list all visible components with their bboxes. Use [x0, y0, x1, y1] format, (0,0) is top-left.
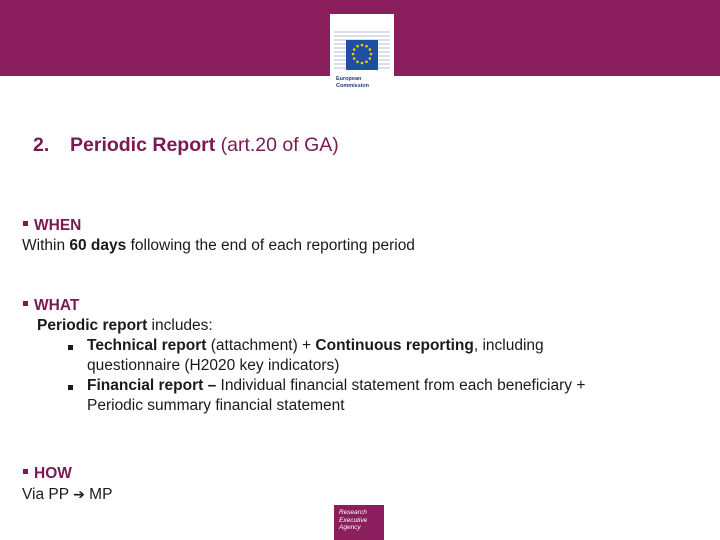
what-heading: [22, 296, 687, 316]
item2-bold: Financial report –: [87, 377, 217, 394]
how-text-post: MP: [84, 486, 113, 503]
bullet-square-icon: [23, 301, 28, 306]
item1-bold2: Continuous reporting: [315, 337, 474, 354]
research-executive-agency-logo: [334, 505, 384, 540]
title-reference: (art.20 of GA): [220, 134, 339, 156]
item1-mid: (attachment) +: [206, 337, 316, 354]
logo-text-line1: European: [336, 76, 362, 82]
bullet-square-icon: [23, 221, 28, 226]
list-item-technical-report: [22, 336, 687, 376]
title-number: 2.: [33, 134, 50, 156]
title-main: Periodic Report: [70, 134, 216, 156]
when-heading: [22, 216, 415, 236]
section-when: [22, 216, 415, 256]
how-heading: [22, 464, 112, 484]
item2-line2: Periodic summary financial statement: [87, 397, 345, 414]
rea-logo-line2: Executive: [339, 516, 368, 524]
what-intro: [22, 316, 687, 336]
bullet-square-icon: [23, 469, 28, 474]
when-text-bold: 60 days: [69, 237, 127, 254]
what-intro-rest: includes:: [147, 317, 213, 334]
bullet-square-icon: [68, 345, 73, 350]
slide-title: [33, 134, 339, 157]
commission-building-icon: [330, 14, 394, 76]
how-text: [22, 484, 112, 505]
what-heading-label: WHAT: [34, 297, 80, 314]
european-commission-logo: [330, 14, 394, 98]
section-how: [22, 464, 112, 505]
logo-text-line2: Commission: [336, 82, 370, 89]
when-heading-label: WHEN: [34, 217, 82, 234]
when-text: [22, 236, 415, 256]
logo-text: [336, 76, 369, 89]
list-item-financial-report: [22, 376, 687, 416]
how-text-pre: Via PP: [22, 486, 74, 503]
section-what: [22, 296, 687, 416]
rea-logo-line3: Agency: [339, 524, 361, 531]
how-heading-label: HOW: [34, 465, 72, 482]
arrow-right-icon: ➔: [73, 486, 85, 502]
item2-rest: Individual financial statement from each beneficiary +: [216, 377, 586, 394]
when-text-pre: Within: [22, 237, 70, 254]
when-text-post: following the end of each reporting period: [126, 237, 415, 254]
bullet-square-icon: [68, 385, 73, 390]
item1-rest: , including: [473, 337, 544, 354]
item1-bold1: Technical report: [87, 337, 207, 354]
rea-logo-line1: Research: [339, 509, 367, 516]
item1-line2: questionnaire (H2020 key indicators): [87, 357, 340, 374]
what-intro-bold: Periodic report: [37, 317, 148, 334]
